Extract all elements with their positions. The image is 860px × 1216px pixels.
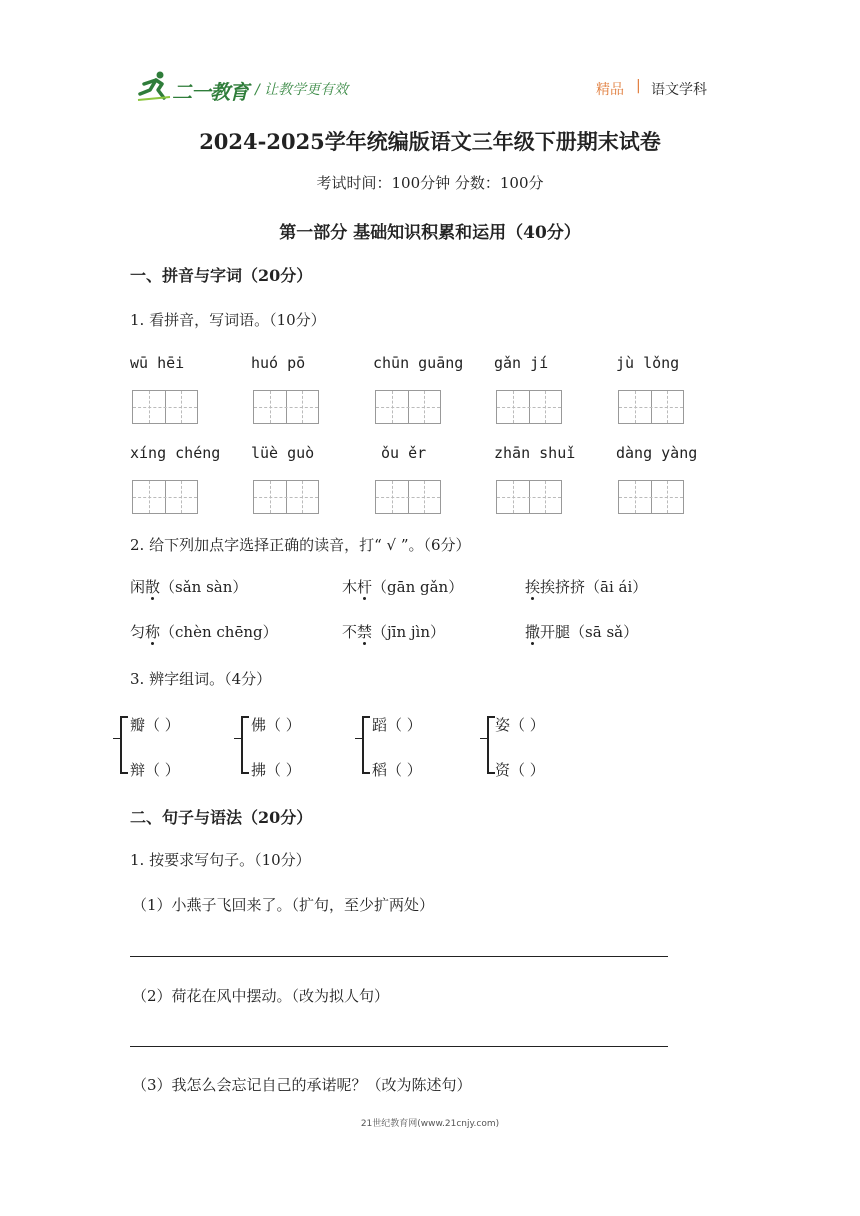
writing-box[interactable]: [253, 390, 319, 424]
writing-box[interactable]: [375, 390, 441, 424]
q2-prompt: 2. 给下列加点字选择正确的读音，打“ √ ”。（6分）: [130, 536, 471, 554]
dotted-char: 称: [145, 623, 161, 641]
dotted-char: 挨: [525, 578, 541, 596]
section-two-heading: 二、句子与语法（20分）: [130, 808, 313, 827]
answer-line[interactable]: [130, 956, 668, 957]
runner-logo-icon: [136, 70, 172, 102]
char-pair-bottom[interactable]: 拂（ ）: [251, 761, 301, 779]
tag-divider: |: [636, 78, 641, 94]
dotted-char: 杆: [357, 578, 373, 596]
reading-options: （sā sǎ）: [570, 623, 639, 641]
pinyin-label: xíng chéng: [130, 444, 221, 462]
writing-box[interactable]: [132, 390, 198, 424]
pinyin-label: wū hēi: [130, 354, 185, 372]
reading-options: （jīn jìn）: [372, 623, 446, 641]
quality-tag: 精品: [596, 82, 624, 98]
exam-info: 考试时间：100分钟 分数：100分: [316, 174, 544, 192]
dotted-char: 禁: [357, 623, 373, 641]
char-pair-bottom[interactable]: 辩（ ）: [130, 761, 180, 779]
brace-stroke: [362, 772, 370, 774]
pinyin-label: lüè guò: [251, 444, 315, 462]
sentence-task: （1）小燕子飞回来了。（扩句，至少扩两处）: [132, 896, 435, 914]
sentence-task: （3）我怎么会忘记自己的承诺呢？（改为陈述句）: [132, 1076, 472, 1094]
writing-box[interactable]: [496, 390, 562, 424]
brace-stroke: [120, 716, 128, 718]
word-prefix: 不: [342, 623, 358, 641]
brand-slogan: / 让教学更有效: [255, 82, 349, 98]
writing-box[interactable]: [253, 480, 319, 514]
reading-options: （sǎn sàn）: [160, 578, 248, 596]
brace-stroke: [241, 716, 243, 774]
pinyin-label: dàng yàng: [616, 444, 698, 462]
pinyin-label: jù lǒng: [616, 354, 680, 372]
sentence-task: （2）荷花在风中摆动。（改为拟人句）: [132, 987, 390, 1005]
page-footer: 21世纪教育网(www.21cnjy.com): [360, 1119, 500, 1129]
word-prefix: 闲: [130, 578, 146, 596]
reading-item[interactable]: [342, 576, 463, 597]
brace-stroke: [362, 716, 370, 718]
writing-box[interactable]: [375, 480, 441, 514]
reading-item[interactable]: [525, 621, 638, 642]
s2-q1-prompt: 1. 按要求写句子。（10分）: [130, 851, 311, 869]
q1-prompt: 1. 看拼音，写词语。（10分）: [130, 311, 326, 329]
brace-stroke: [241, 716, 249, 718]
word-prefix: 木: [342, 578, 358, 596]
char-pair-top[interactable]: 姿（ ）: [495, 716, 545, 734]
brace-stroke: [120, 772, 128, 774]
part-one-heading: 第一部分 基础知识积累和运用（40分）: [279, 223, 581, 243]
answer-line[interactable]: [130, 1046, 668, 1047]
reading-options: （gān gǎn）: [372, 578, 464, 596]
reading-item[interactable]: [130, 576, 247, 597]
writing-box[interactable]: [132, 480, 198, 514]
writing-box[interactable]: [618, 390, 684, 424]
char-pair-top[interactable]: 蹈（ ）: [372, 716, 422, 734]
word-suffix: 开腿: [540, 623, 571, 641]
char-pair-top[interactable]: 佛（ ）: [251, 716, 301, 734]
char-pair-bottom[interactable]: 稻（ ）: [372, 761, 422, 779]
pinyin-label: zhān shuǐ: [494, 444, 576, 462]
word-prefix: 匀: [130, 623, 146, 641]
brace-stroke: [362, 716, 364, 774]
char-pair-bottom[interactable]: 资（ ）: [495, 761, 545, 779]
writing-box[interactable]: [496, 480, 562, 514]
word-suffix: 挨挤挤: [540, 578, 586, 596]
pinyin-label: ǒu ěr: [381, 444, 427, 462]
pinyin-label: huó pō: [251, 354, 306, 372]
dotted-char: 散: [145, 578, 161, 596]
section-one-heading: 一、拼音与字词（20分）: [130, 266, 313, 285]
brace-stroke: [241, 772, 249, 774]
reading-item[interactable]: [130, 621, 278, 642]
brand-name: 二一教育: [172, 80, 248, 104]
char-pair-top[interactable]: 瓣（ ）: [130, 716, 180, 734]
reading-item[interactable]: [525, 576, 647, 597]
brace-stroke: [487, 716, 495, 718]
writing-box[interactable]: [618, 480, 684, 514]
subject-tag: 语文学科: [651, 82, 707, 98]
brace-stroke: [120, 716, 122, 774]
dotted-char: 撒: [525, 623, 541, 641]
reading-options: （āi ái）: [585, 578, 648, 596]
reading-options: （chèn chēng）: [160, 623, 278, 641]
q3-prompt: 3. 辨字组词。（4分）: [130, 670, 272, 688]
brace-stroke: [487, 716, 489, 774]
exam-title: 2024-2025学年统编版语文三年级下册期末试卷: [199, 129, 661, 154]
brace-stroke: [487, 772, 495, 774]
reading-item[interactable]: [342, 621, 445, 642]
pinyin-label: gǎn jí: [494, 354, 549, 372]
pinyin-label: chūn guāng: [373, 354, 464, 372]
